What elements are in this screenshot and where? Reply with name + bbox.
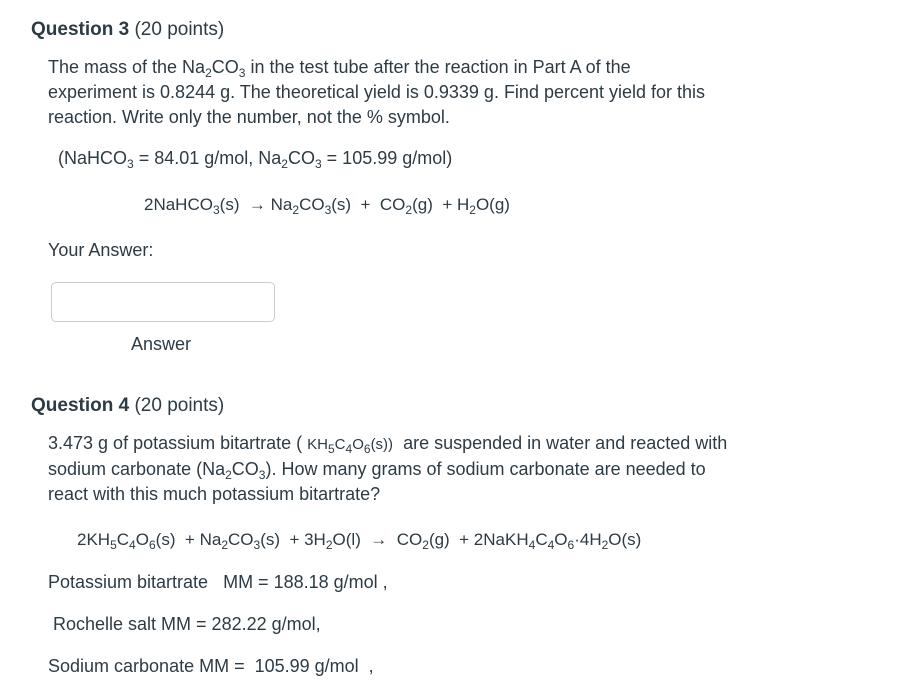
question-4-line-3: react with this much potassium bitartrate? (48, 484, 381, 504)
question-3-prompt (48, 55, 705, 130)
question-3-points: (20 points) (129, 19, 225, 40)
answer-caption: Answer (131, 334, 192, 354)
question-4-points: (20 points) (129, 395, 225, 416)
question-3-line-3: reaction. Write only the number, not the % symbol. (48, 107, 450, 127)
question-3-molar-masses: (NaHCO$_3$ = 84.01 g/mol, $Na_2CO_3 = 105.99$ g/mol) (58, 148, 453, 171)
question-4-line-2: sodium carbonate $(Na_2CO_3)$. How many grams of sodium carbonate are needed to (48, 459, 706, 482)
question-3-line-2: experiment is 0.8244 g. The theoretical yield is 0.9339 g. Find percent yield for this (48, 82, 706, 102)
answer-input[interactable] (51, 282, 275, 322)
question-3-line-1: The mass of the $Na_2CO_3$ in the test tube after the reaction in Part A of the (48, 57, 631, 80)
question-4-equation: $2KH_5C_4O_6(s) + Na_2CO_3(s) + 3H_2O(l) \to CO_2(g)$ + $2NaKH_4C_4O_6\cdot 4H_2O(s)$ (77, 530, 642, 552)
your-answer-label: Your Answer: (48, 240, 154, 260)
question-3-header (31, 19, 224, 41)
sodium-carbonate-mm: Sodium carbonate MM = 105.99 g/mol , (48, 656, 374, 676)
question-4-prompt (48, 431, 727, 507)
question-3-number: Question 3 (31, 19, 130, 40)
question-4-number: Question 4 (31, 395, 130, 416)
question-4-header (31, 395, 224, 417)
question-3-equation: 2NaHCO$_3$(s) → $Na_2CO_3(s) + CO_2(g) + H_2O(g)$ (144, 195, 510, 217)
question-4-line-1: 3.473 g of potassium bitartrate ( $KH_5C_4O_6(s)$) are suspended in water and reacted with (48, 433, 728, 456)
potassium-bitartrate-mm: Potassium bitartrate MM = 188.18 g/mol , (48, 572, 388, 592)
rochelle-salt-mm: Rochelle salt MM = 282.22 g/mol, (53, 614, 321, 634)
